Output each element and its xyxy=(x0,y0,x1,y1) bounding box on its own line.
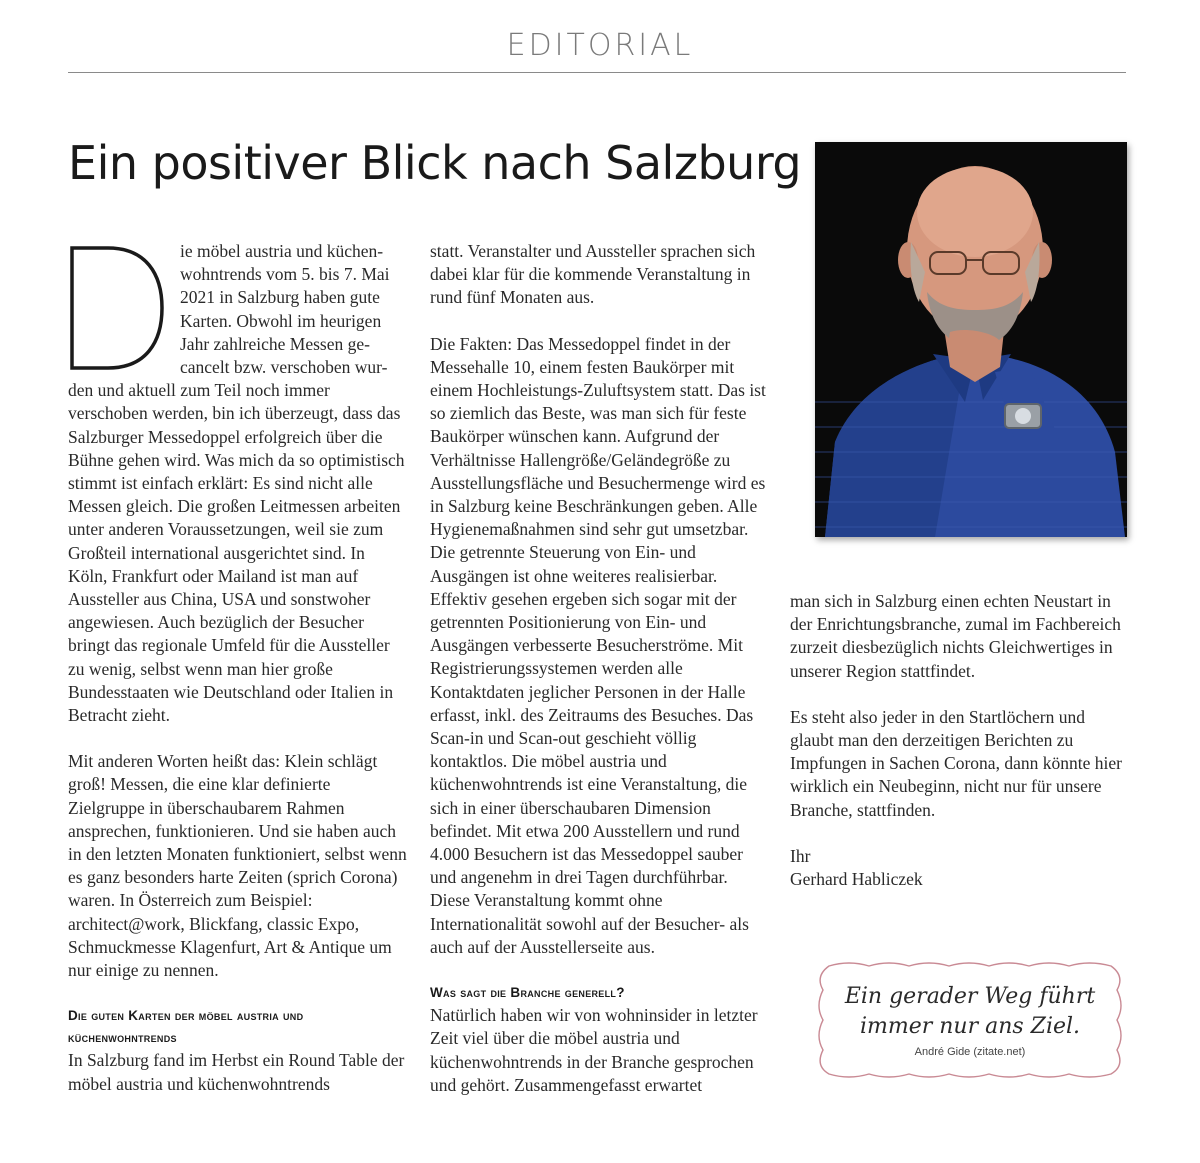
paragraph: Es steht also jeder in den Startlöchern und glaubt man den derzeitigen Berichten zu Impfungen in Sachen Corona, dann könnte hier wirklich ein Neubeginn, nicht nur für unsere Branche, stattfinden. xyxy=(790,706,1122,820)
intro-line: ie möbel austria und küchen- xyxy=(180,241,384,261)
author-photo xyxy=(815,142,1127,537)
intro-line: Karten. Obwohl im heurigen xyxy=(180,310,382,331)
paragraph: statt. Veranstalter und Aussteller sprachen sich dabei klar für die kommende Veranstaltung in rund fünf Monaten aus. xyxy=(430,241,756,308)
quote-box xyxy=(815,960,1125,1080)
column-3 xyxy=(790,590,1130,891)
paragraph: man sich in Salzburg einen echten Neustart in der Enrichtungsbranche, zumal im Fachbereich zurzeit diesbezüglich nichts Gleichwertiges in unserer Region stattfindet. xyxy=(790,591,1121,681)
intro-line: wohntrends vom 5. bis 7. Mai xyxy=(180,264,390,285)
paragraph: Mit anderen Worten heißt das: Klein schlägt groß! Messen, die eine klar definierte Zielgruppe in überschaubarem Rahmen ansprechen, funktionieren. Und sie haben auch in den letzten Monaten funktioniert, selbst wenn es ganz besonders harte Zeiten (sprich Corona) waren. In Österreich zum Beispiel: architect@work, Blickfang, classic Expo, Schmuckmesse Klagenfurt, Art & Antique um nur einige zu nennen. xyxy=(68,751,407,981)
quote-source: André Gide (zitate.net) xyxy=(914,1046,1026,1058)
header-rule xyxy=(68,72,1126,73)
quote-line: Ein gerader Weg führt xyxy=(844,984,1096,1009)
quote-text xyxy=(815,982,1125,1042)
paragraph: Natürlich haben wir von wohninsider in letzter Zeit viel über die möbel austria und küchenwohntrends in der Branche gesprochen und gehört. Zusammengefasst erwartet xyxy=(430,1005,758,1095)
signoff: Ihr xyxy=(790,845,811,866)
paragraph: Die Fakten: Das Messedoppel findet in der Messehalle 10, einem festen Baukörper mit einem Hochleistungs-Zuluftsystem statt. Das ist so ziemlich das Beste, was man sich für feste Baukörper wünschen kann. Aufgrund der Verhältnisse Hallengröße/Geländegröße zu Ausstellungsfläche und Besuchermenge wird es in Salzburg keine Beschränkungen geben. Alle Hygienemaßnahmen sind sehr gut umsetzbar. Die getrennte Steuerung von Ein- und Ausgängen ist ohne weiteres realisierbar. Effektiv gesehen ergeben sich sogar mit der getrennten Positionierung von Ein- und Ausgängen verbesserte Besucherströme. Mit Registrierungssystemen werden alle Kontaktdaten jeglicher Personen in der Halle erfasst, inkl. des Zeitraums des Besuches. Das Scan-in und Scan-out geschieht völlig kontaktlos. Die möbel austria und küchenwohntrends ist eine Veranstaltung, die sich in einer überschaubaren Dimension befindet. Mit etwa 200 Ausstellern und rund 4.000 Besuchern ist das Messedoppel sauber und angenehm in drei Tagen durchführbar. Diese Veranstaltung kommt ohne Internationalität sowohl auf der Besucher- als auch auf der Ausstellerseite aus. xyxy=(430,333,766,957)
quote-line: immer nur ans Ziel. xyxy=(859,1014,1081,1039)
paragraph: den und aktuell zum Teil noch immer verschoben werden, bin ich überzeugt, dass das Salzburger Messedoppel erfolgreich über die Bühne gehen wird. Was mich da so optimistisch stimmt ist einfach erklärt: Es sind nicht alle Messen gleich. Die großen Leitmessen arbeiten unter anderen Voraussetzungen, weil sie zum Großteil international ausgerichtet sind. In Köln, Frankfurt oder Mailand ist man auf Aussteller aus China, USA und sonstwoher angewiesen. Auch bezüglich der Besucher bringt das regionale Umfeld für die Aussteller zu wenig, selbst wenn man hier große Bundesstaaten wie Deutschland oder Italien in Betracht zieht. xyxy=(68,380,405,726)
paragraph: In Salzburg fand im Herbst ein Round Table der möbel austria und küchenwohntrends xyxy=(68,1050,405,1094)
headline: Ein positiver Blick nach Salzburg xyxy=(68,136,802,190)
intro-line: 2021 in Salzburg haben gute xyxy=(180,287,380,308)
portrait-image xyxy=(815,142,1127,537)
drop-cap xyxy=(68,244,166,372)
drop-cap-glyph xyxy=(68,244,166,372)
intro-line: cancelt bzw. verschoben wur- xyxy=(180,357,388,378)
column-1 xyxy=(68,240,408,1096)
author-name: Gerhard Habliczek xyxy=(790,869,923,890)
section-label: EDITORIAL xyxy=(506,28,694,63)
subheading: Was sagt die Branche generell? xyxy=(430,985,625,1001)
intro-line: Jahr zahlreiche Messen ge- xyxy=(180,333,370,354)
column-2 xyxy=(430,240,770,1097)
subheading: Die guten Karten der möbel austria und küchenwohntrends xyxy=(68,1008,304,1046)
